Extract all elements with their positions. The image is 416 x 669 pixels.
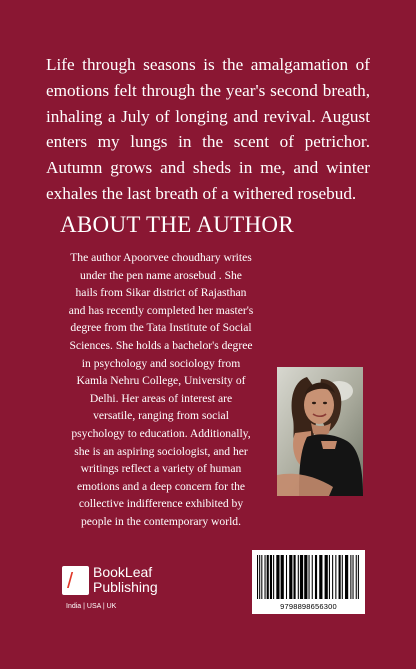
barcode-bar	[276, 555, 279, 599]
blurb-line: emotions felt through the year's second breath,	[46, 80, 370, 100]
bio-line: hails from Sikar district of Rajasthan	[75, 286, 247, 300]
barcode-bar	[342, 555, 343, 599]
publisher-name	[93, 565, 158, 595]
barcode-bar	[286, 555, 287, 599]
barcode-bar	[257, 555, 258, 599]
publisher-name-line1: BookLeaf	[93, 564, 153, 580]
bio-line: Sciences. She holds a bachelor's degree	[69, 338, 253, 352]
author-photo	[277, 367, 363, 496]
barcode-bar	[267, 555, 269, 599]
blurb-line: Autumn grows and sheds in me, and winter	[46, 158, 370, 178]
blurb-line: exhales the last breath of a withered rosebud.	[46, 183, 357, 203]
barcode-bar	[309, 555, 310, 599]
bio-line: psychology to education. Additionally,	[71, 426, 251, 440]
barcode-bar	[312, 555, 313, 599]
bio-line: collective indifference exhibited by	[78, 497, 244, 511]
barcode-bar	[352, 555, 353, 599]
barcode-bar	[329, 555, 330, 599]
barcode-bar	[261, 555, 262, 599]
blurb-line: August enters my lungs in the scent of petrichor.	[46, 106, 370, 152]
barcode-bar	[304, 555, 307, 599]
barcode-bar	[335, 555, 336, 599]
about-author-heading: ABOUT THE AUTHOR	[60, 212, 294, 237]
barcode-bar	[293, 555, 295, 599]
bio-line: The author Apoorvee choudhary writes	[70, 251, 252, 264]
barcode-bar	[270, 555, 272, 599]
barcode-bar	[345, 555, 348, 599]
barcode-bar	[265, 555, 266, 599]
barcode-bar	[350, 555, 351, 599]
bio-line: versatile, ranging from social	[93, 409, 229, 423]
blurb-line: Life through seasons is the amalgamation of	[46, 55, 370, 74]
barcode-bar	[339, 555, 341, 599]
publisher-logo-slash: /	[67, 568, 74, 593]
barcode-bar	[273, 555, 274, 599]
barcode-bar	[358, 555, 359, 599]
publisher-regions: India | USA | UK	[66, 603, 117, 610]
blurb-line: inhaling a July of longing and revival.	[46, 106, 316, 126]
isbn-barcode	[252, 550, 365, 614]
barcode-bar	[289, 555, 292, 599]
bio-line: Kamla Nehru College, University of	[76, 374, 246, 388]
bio-line: writings reflect a variety of human	[80, 462, 242, 476]
barcode-bar	[298, 555, 299, 599]
barcode-bar	[315, 555, 317, 599]
barcode-bar	[356, 555, 357, 599]
bio-line: Delhi. Her areas of interest are	[89, 391, 233, 405]
barcode-bar	[300, 555, 303, 599]
barcode-bar	[319, 555, 322, 599]
author-portrait-illustration	[277, 367, 363, 496]
barcode-bar	[259, 555, 260, 599]
bio-line: and has recently completed her master's	[68, 303, 254, 317]
bio-line: in psychology and sociology from	[81, 356, 241, 370]
bio-line: under the pen name arosebud . She	[80, 268, 242, 282]
back-cover-blurb	[46, 52, 370, 207]
author-bio	[48, 249, 274, 531]
publisher-logo-block	[62, 565, 182, 615]
bio-line: emotions and a deep concern for the	[76, 479, 246, 493]
bio-line: people in the contemporary world.	[80, 514, 241, 528]
publisher-logo-icon	[62, 566, 89, 595]
barcode-bar	[332, 555, 333, 599]
barcode-bar	[325, 555, 328, 599]
barcode-bar	[281, 555, 284, 599]
barcode-bars	[257, 555, 360, 599]
isbn-number: 9798898656300	[280, 602, 337, 611]
bio-line: degree from the Tata Institute of Social	[70, 321, 252, 335]
bio-line: she is an aspiring sociologist, and her	[74, 444, 248, 458]
publisher-name-line2: Publishing	[93, 579, 158, 595]
